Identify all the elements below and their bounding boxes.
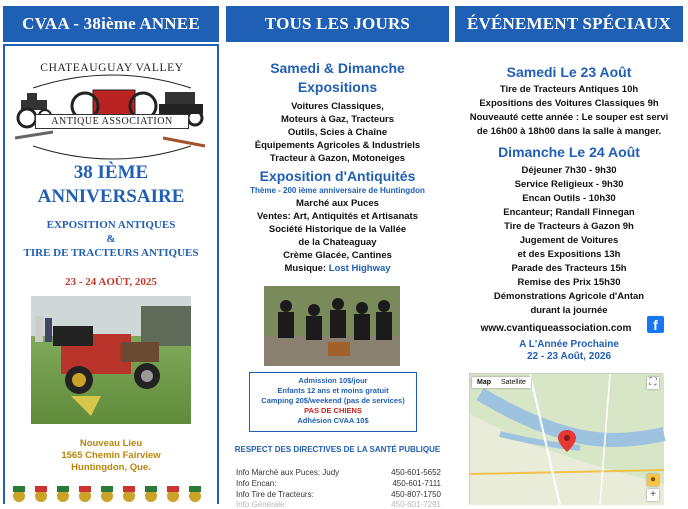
info-phone: 450-601-7111 bbox=[392, 479, 441, 488]
info-phone: 450-601-7291 bbox=[391, 500, 441, 509]
facebook-icon[interactable]: f bbox=[647, 316, 664, 333]
saturday-item: Expositions des Voitures Classiques 9h bbox=[479, 98, 659, 109]
location-city: Huntingdon, Que. bbox=[71, 462, 151, 473]
info-row bbox=[236, 468, 441, 477]
right-panel bbox=[455, 44, 683, 504]
info-label: Info Générale: bbox=[236, 500, 287, 509]
fullscreen-icon[interactable]: ⛶ bbox=[647, 377, 659, 389]
pegman-icon[interactable]: ● bbox=[647, 474, 659, 486]
info-phone: 450-601-5652 bbox=[391, 468, 441, 477]
anniversary-title: ANNIVERSAIRE bbox=[37, 186, 185, 207]
antiques-heading: Exposition d'Antiquités bbox=[259, 168, 416, 184]
website-link[interactable]: www.cvantiqueassociation.com bbox=[480, 323, 632, 334]
next-year-dates: 22 - 23 Août, 2026 bbox=[526, 351, 612, 362]
info-label: Info Tire de Tracteurs: bbox=[236, 490, 314, 499]
location-address: 1565 Chemin Fairview bbox=[61, 450, 161, 461]
antique-item: Ventes: Art, Antiquités et Artisanats bbox=[256, 211, 418, 222]
music-band: Lost Highway bbox=[328, 263, 391, 274]
saturday-item: Nouveauté cette année : Le souper est servi bbox=[469, 112, 669, 123]
exhibit-item: Équipements Agricoles & Industriels bbox=[254, 140, 421, 151]
logo-bottom-text: ANTIQUE ASSOCIATION bbox=[35, 114, 189, 129]
no-dogs-notice: PAS DE CHIENS bbox=[304, 406, 362, 415]
antique-item: Crème Glacée, Cantines bbox=[283, 250, 392, 261]
info-phone: 450-807-1750 bbox=[391, 490, 441, 499]
anniversary-number: 38 IÈME bbox=[73, 162, 149, 183]
next-year-label: A L'Année Prochaine bbox=[519, 339, 619, 350]
sunday-item: et des Expositions 13h bbox=[517, 249, 621, 260]
exhibit-item: Tracteur à Gazon, Motoneiges bbox=[269, 153, 406, 164]
exhibit-item: Outils, Scies à Chaîne bbox=[287, 127, 388, 138]
sunday-item: Déjeuner 7h30 - 9h30 bbox=[521, 165, 617, 176]
saturday-item: de 16h00 à 18h00 dans la salle à manger. bbox=[476, 126, 662, 137]
logo-top-text: CHATEAUGUAY VALLEY bbox=[40, 62, 184, 74]
info-row bbox=[236, 479, 441, 488]
music-line bbox=[226, 263, 449, 274]
event-dates: 23 - 24 AOÛT, 2025 bbox=[65, 276, 157, 288]
column-header-special: ÉVÉNEMENT SPÉCIAUX bbox=[455, 6, 683, 42]
location-new: Nouveau Lieu bbox=[79, 438, 143, 449]
info-label: Info Encan: bbox=[236, 479, 277, 488]
antique-truck-photo bbox=[31, 296, 191, 424]
expositions-heading: Expositions bbox=[297, 79, 378, 95]
saturday-item: Tire de Tracteurs Antiques 10h bbox=[499, 84, 639, 95]
map-type-tabs bbox=[472, 377, 531, 388]
sunday-item: Encan Outils - 10h30 bbox=[522, 193, 616, 204]
subtitle-exposition: EXPOSITION ANTIQUES bbox=[46, 219, 176, 231]
zoom-in-button[interactable]: + bbox=[647, 489, 659, 501]
sunday-item: durant la journée bbox=[530, 305, 608, 316]
saturday-heading: Samedi Le 23 Août bbox=[506, 64, 632, 80]
sunday-item: Service Religieux - 9h30 bbox=[514, 179, 624, 190]
sunday-item: Tire de Tracteurs à Gazon 9h bbox=[504, 221, 634, 232]
subtitle-tractors: TIRE DE TRACTEURS ANTIQUES bbox=[23, 247, 199, 259]
music-label: Musique: bbox=[284, 263, 327, 274]
admission-price: Admission 10$/jour bbox=[298, 376, 368, 385]
sunday-item: Jugement de Voitures bbox=[519, 235, 619, 246]
sunday-item: Démonstrations Agricole d'Antan bbox=[493, 291, 645, 302]
location-map[interactable] bbox=[469, 373, 663, 504]
admission-camping: Camping 20$/weekend (pas de services) bbox=[261, 396, 405, 405]
satellite-tab[interactable]: Satellite bbox=[501, 379, 526, 386]
exhibit-item: Voitures Classiques, bbox=[291, 101, 384, 112]
health-notice: RESPECT DES DIRECTIVES DE LA SANTÉ PUBLIQUE bbox=[234, 445, 441, 454]
theme-line: Thème - 200 ième anniversaire de Huntingdon bbox=[250, 186, 425, 195]
antique-item: de la Chateaguay bbox=[298, 237, 377, 248]
column-header-daily: TOUS LES JOURS bbox=[226, 6, 449, 42]
sunday-item: Encanteur; Randall Finnegan bbox=[503, 207, 635, 218]
sunday-item: Remise des Prix 15h30 bbox=[517, 277, 621, 288]
map-tab[interactable]: Map bbox=[477, 379, 491, 386]
info-row bbox=[236, 490, 441, 499]
weekend-heading: Samedi & Dimanche bbox=[270, 60, 405, 76]
antique-item: Société Historique de la Vallée bbox=[268, 224, 407, 235]
info-row bbox=[236, 500, 441, 509]
decorative-tractor-strip bbox=[5, 482, 217, 506]
exhibit-item: Moteurs à Gaz, Tracteurs bbox=[281, 114, 394, 125]
antique-item: Marché aux Puces bbox=[296, 198, 379, 209]
admission-children: Enfants 12 ans et moins gratuit bbox=[277, 386, 389, 395]
sunday-heading: Dimanche Le 24 Août bbox=[498, 144, 640, 160]
subtitle-ampersand: & bbox=[106, 233, 116, 245]
middle-panel bbox=[226, 44, 449, 509]
sunday-item: Parade des Tracteurs 15h bbox=[511, 263, 627, 274]
left-panel bbox=[3, 44, 219, 504]
info-label: Info Marché aux Puces: Judy bbox=[236, 468, 340, 477]
admission-box bbox=[249, 372, 417, 432]
band-photo bbox=[264, 286, 400, 366]
column-header-cvaa: CVAA - 38ième ANNEE bbox=[3, 6, 219, 42]
membership-fee: Adhésion CVAA 10$ bbox=[297, 416, 369, 425]
